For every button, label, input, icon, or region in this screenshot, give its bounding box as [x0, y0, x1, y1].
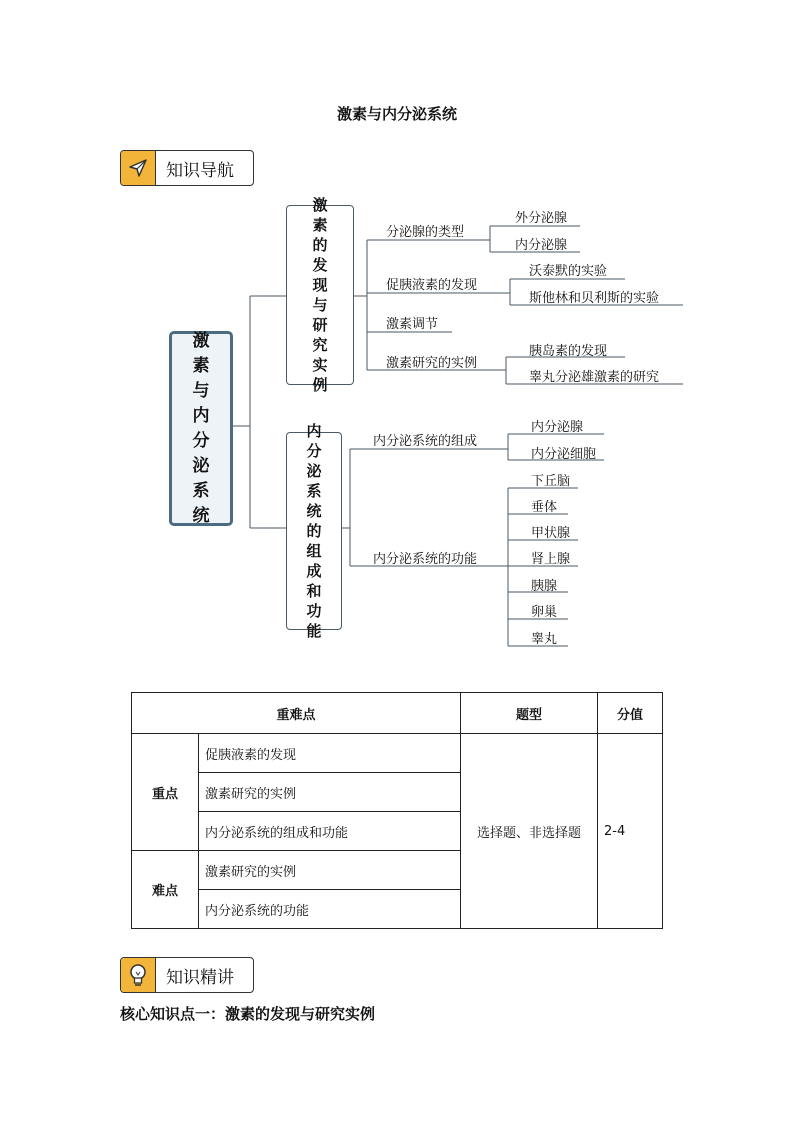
- header-score: 分值: [598, 693, 663, 734]
- score-cell: 2-4: [598, 734, 663, 929]
- header-label: 知识精讲: [166, 967, 234, 988]
- table-row: 促胰液素的发现: [199, 734, 461, 773]
- hard-label: 难点: [132, 851, 199, 929]
- key-points-table: [131, 692, 663, 929]
- table-row: 内分泌系统的组成和功能: [199, 812, 461, 851]
- section-title: 核心知识点一：激素的发现与研究实例: [120, 1005, 376, 1023]
- child-research-examples: 激素研究的实例: [386, 356, 478, 371]
- leaf-wertheimer-experiment: 沃泰默的实验: [529, 264, 608, 279]
- child-hormone-regulation: 激素调节: [386, 317, 439, 332]
- leaf-endocrine-gland: 内分泌腺: [515, 238, 568, 253]
- child-endocrine-composition: 内分泌系统的组成: [373, 434, 478, 449]
- leaf-ovary: 卵巢: [531, 605, 558, 620]
- child-gland-types: 分泌腺的类型: [386, 225, 465, 240]
- key-label: 重点: [132, 734, 199, 851]
- leaf-exocrine: 外分泌腺: [515, 211, 568, 226]
- leaf-insulin-discovery: 胰岛素的发现: [529, 344, 608, 359]
- page-title: 激素与内分泌系统: [336, 105, 457, 123]
- leaf-starling-bayliss-experiment: 斯他林和贝利斯的实验: [529, 291, 660, 306]
- root-label: 激素与内分泌系统: [192, 330, 210, 526]
- child-endocrine-function: 内分泌系统的功能: [373, 552, 478, 567]
- mindmap-branch-endocrine: [286, 422, 342, 640]
- leaf-thyroid: 甲状腺: [531, 526, 571, 541]
- header-key-difficult: 重难点: [132, 693, 461, 734]
- table-row: 激素研究的实例: [199, 851, 461, 890]
- mindmap-root: [169, 331, 233, 526]
- mindmap-branch-discovery: [286, 196, 354, 394]
- leaf-endocrine-cells: 内分泌细胞: [531, 447, 597, 462]
- table-row: 激素研究的实例: [199, 773, 461, 812]
- table-row: 内分泌系统的功能: [199, 890, 461, 929]
- header-question-type: 题型: [461, 693, 598, 734]
- leaf-endocrine-glands: 内分泌腺: [531, 420, 584, 435]
- leaf-adrenal: 肾上腺: [531, 552, 571, 567]
- question-type-cell: 选择题、非选择题: [461, 734, 598, 929]
- knowledge-lecture-header: [120, 957, 254, 993]
- child-secretin-discovery: 促胰液素的发现: [386, 278, 478, 293]
- leaf-testis-androgen-research: 睾丸分泌雄激素的研究: [529, 370, 660, 385]
- leaf-hypothalamus: 下丘脑: [531, 474, 571, 489]
- branch2-label: 内分泌系统的组成和功能: [306, 422, 322, 640]
- lightbulb-icon: [121, 958, 156, 992]
- leaf-pituitary: 垂体: [531, 500, 558, 515]
- leaf-pancreas: 胰腺: [531, 579, 558, 594]
- leaf-testis: 睾丸: [531, 632, 558, 647]
- branch1-label: 激素的发现与研究实例: [312, 196, 328, 394]
- header-label: 知识导航: [166, 160, 234, 181]
